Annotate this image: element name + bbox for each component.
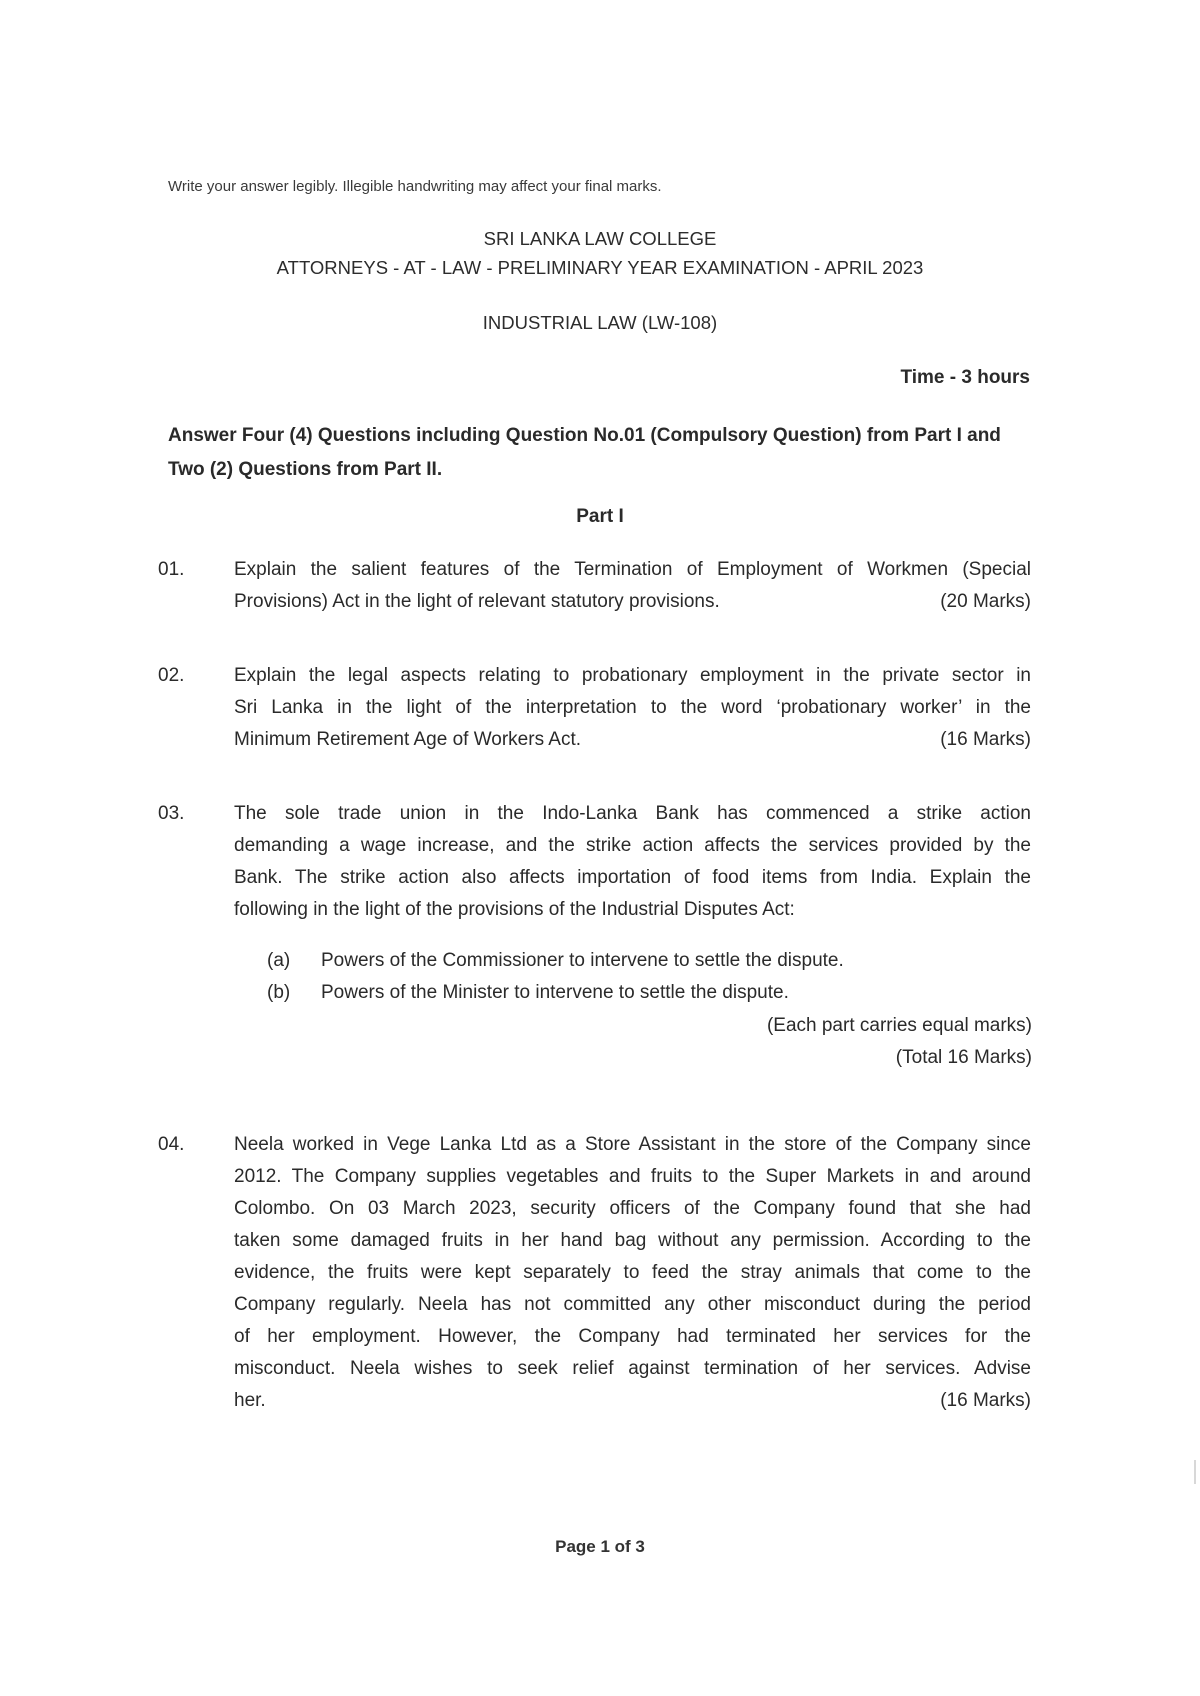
question-marks: (16 Marks): [940, 1390, 1031, 1411]
question-line: Colombo. On 03 March 2023, security officers of the Company found that she had: [234, 1198, 1031, 1219]
sub-item-text: Powers of the Commissioner to intervene to settle the dispute.: [321, 950, 844, 971]
question-03-total-marks: (Total 16 Marks): [895, 1047, 1032, 1068]
question-line: taken some damaged fruits in her hand bag without any permission. According to the: [234, 1230, 1031, 1251]
question-line: Sri Lanka in the light of the interpretation to the word ‘probationary worker’ in the: [234, 697, 1031, 718]
question-line: Bank. The strike action also affects importation of food items from India. Explain the: [234, 867, 1031, 888]
legibility-notice: Write your answer legibly. Illegible handwriting may affect your final marks.: [168, 178, 662, 195]
question-line: The sole trade union in the Indo-Lanka Bank has commenced a strike action: [234, 803, 1031, 824]
question-body: [234, 660, 1031, 756]
part-title: Part I: [576, 506, 624, 527]
sub-item-a: [267, 945, 844, 977]
exam-title: ATTORNEYS - AT - LAW - PRELIMINARY YEAR EXAMINATION - APRIL 2023: [276, 257, 924, 278]
subject-title: INDUSTRIAL LAW (LW-108): [482, 312, 718, 333]
question-line: Company regularly. Neela has not committed any other misconduct during the period: [234, 1294, 1031, 1315]
question-03-sub-items: [267, 945, 844, 1009]
question-line: Explain the salient features of the Termination of Employment of Workmen (Special: [234, 559, 1031, 580]
question-number: 01.: [158, 559, 185, 580]
question-line: Minimum Retirement Age of Workers Act.: [234, 729, 582, 750]
question-number: 04.: [158, 1134, 185, 1155]
question-line: Neela worked in Vege Lanka Ltd as a Store Assistant in the store of the Company since: [234, 1134, 1031, 1155]
question-line: demanding a wage increase, and the strike action affects the services provided by the: [234, 835, 1031, 856]
question-line: misconduct. Neela wishes to seek relief against termination of her services. Advise: [234, 1358, 1031, 1379]
question-03-marks-note: (Each part carries equal marks): [766, 1015, 1032, 1036]
sub-item-label: (b): [267, 982, 291, 1003]
question-line: 2012. The Company supplies vegetables and fruits to the Super Markets in and around: [234, 1166, 1031, 1187]
time-allowed: Time - 3 hours: [900, 367, 1030, 388]
question-line: Explain the legal aspects relating to probationary employment in the private sector in: [234, 665, 1031, 686]
question-line: following in the light of the provisions of the Industrial Disputes Act:: [234, 899, 795, 920]
question-line: her.: [234, 1390, 266, 1411]
question-marks: (20 Marks): [940, 591, 1031, 612]
exam-instructions: Answer Four (4) Questions including Question No.01 (Compulsory Question) from Part I and Two (2) Questions from Part II.: [168, 425, 1001, 480]
question-body: [234, 554, 1031, 618]
question-number: 03.: [158, 803, 185, 824]
question-line: of her employment. However, the Company had terminated her services for the: [234, 1326, 1031, 1347]
question-body: [234, 798, 1031, 926]
question-line: evidence, the fruits were kept separately to feed the stray animals that come to the: [234, 1262, 1031, 1283]
scan-artifact: [1194, 1460, 1196, 1484]
sub-item-label: (a): [267, 950, 291, 971]
question-last-line: [234, 1385, 1031, 1417]
institution-name: SRI LANKA LAW COLLEGE: [483, 228, 717, 249]
sub-item-text: Powers of the Minister to intervene to settle the dispute.: [321, 982, 789, 1003]
question-body: [234, 1129, 1031, 1417]
question-marks: (16 Marks): [940, 729, 1031, 750]
question-last-line: [234, 586, 1031, 618]
question-last-line: [234, 724, 1031, 756]
page-number: Page 1 of 3: [555, 1537, 645, 1556]
sub-item-b: [267, 977, 844, 1009]
question-line: Provisions) Act in the light of relevant statutory provisions.: [234, 591, 720, 612]
question-number: 02.: [158, 665, 185, 686]
